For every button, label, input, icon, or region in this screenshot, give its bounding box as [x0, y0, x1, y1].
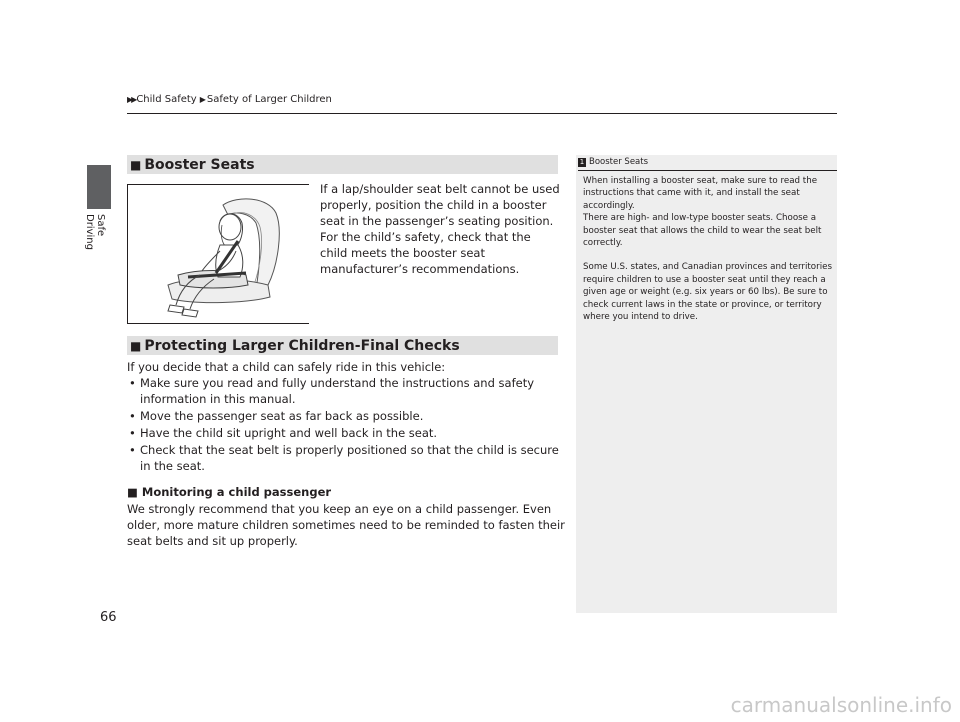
note-rule — [578, 170, 837, 171]
section-square-icon: ■ — [130, 338, 142, 353]
monitoring-heading: ■ Monitoring a child passenger — [127, 485, 332, 499]
breadcrumb-child-safety[interactable]: Child Safety — [136, 94, 197, 105]
breadcrumb — [127, 94, 332, 105]
breadcrumb-current: Safety of Larger Children — [206, 94, 332, 105]
note-body — [583, 175, 833, 335]
booster-seat-drawing — [128, 185, 309, 323]
bullet-icon: • — [129, 376, 136, 390]
section-heading-final-checks — [127, 336, 558, 355]
booster-seat-illustration — [127, 184, 309, 324]
chapter-label: Safe Driving — [84, 214, 106, 250]
header-rule — [127, 113, 837, 114]
note-title — [578, 157, 648, 167]
bullet-icon: • — [129, 426, 136, 440]
note-paragraph: When installing a booster seat, make sure to read the instructions that came with it, and install the seat accordingly. — [583, 176, 818, 211]
note-title-text: Booster Seats — [589, 157, 649, 167]
monitoring-paragraph: We strongly recommend that you keep an eye on a child passenger. Even older, more mature children sometimes need to be reminded to fasten their seat belts and sit up properly. — [127, 502, 565, 548]
section-heading-booster-seats — [127, 155, 558, 174]
list-item: • Make sure you read and fully understand the instructions and safety information in this manual. — [129, 376, 535, 406]
breadcrumb-arrow-icon: ▶▶ — [127, 95, 136, 104]
subhead-square-icon: ■ — [127, 485, 138, 499]
note-paragraph: Some U.S. states, and Canadian provinces and territories require children to use a booster seat until they reach a given age or weight (e.g. six years or 60 lbs). Be sure to check current laws in the state or province, or territory where you intend to drive. — [583, 262, 832, 323]
checks-intro: If you decide that a child can safely ride in this vehicle: — [127, 360, 446, 374]
list-item: • Move the passenger seat as far back as possible. — [129, 409, 424, 423]
list-item: • Have the child sit upright and well back in the seat. — [129, 426, 438, 440]
bullet-icon: • — [129, 443, 136, 457]
chapter-tab — [87, 165, 111, 209]
section-title: Protecting Larger Children-Final Checks — [144, 337, 460, 354]
checks-list — [127, 375, 567, 475]
note-number-badge: 1 — [579, 157, 585, 166]
booster-intro-paragraph: If a lap/shoulder seat belt cannot be used properly, position the child in a booster seat in the passenger’s seating position. For the child’s safety, check that the child meets the booster seat manufacturer’s recommendations. — [320, 182, 560, 276]
section-title: Booster Seats — [144, 156, 255, 173]
page-number: 66 — [100, 610, 117, 625]
note-paragraph: There are high- and low-type booster seats. Choose a booster seat that allows the child to wear the seat belt correctly. — [583, 213, 822, 249]
list-item: • Check that the seat belt is properly positioned so that the child is secure in the seat. — [129, 443, 559, 473]
breadcrumb-separator-icon: ▶ — [199, 95, 205, 104]
watermark: carmanualsonline.info — [730, 693, 952, 717]
section-square-icon: ■ — [130, 157, 142, 172]
bullet-icon: • — [129, 409, 136, 423]
